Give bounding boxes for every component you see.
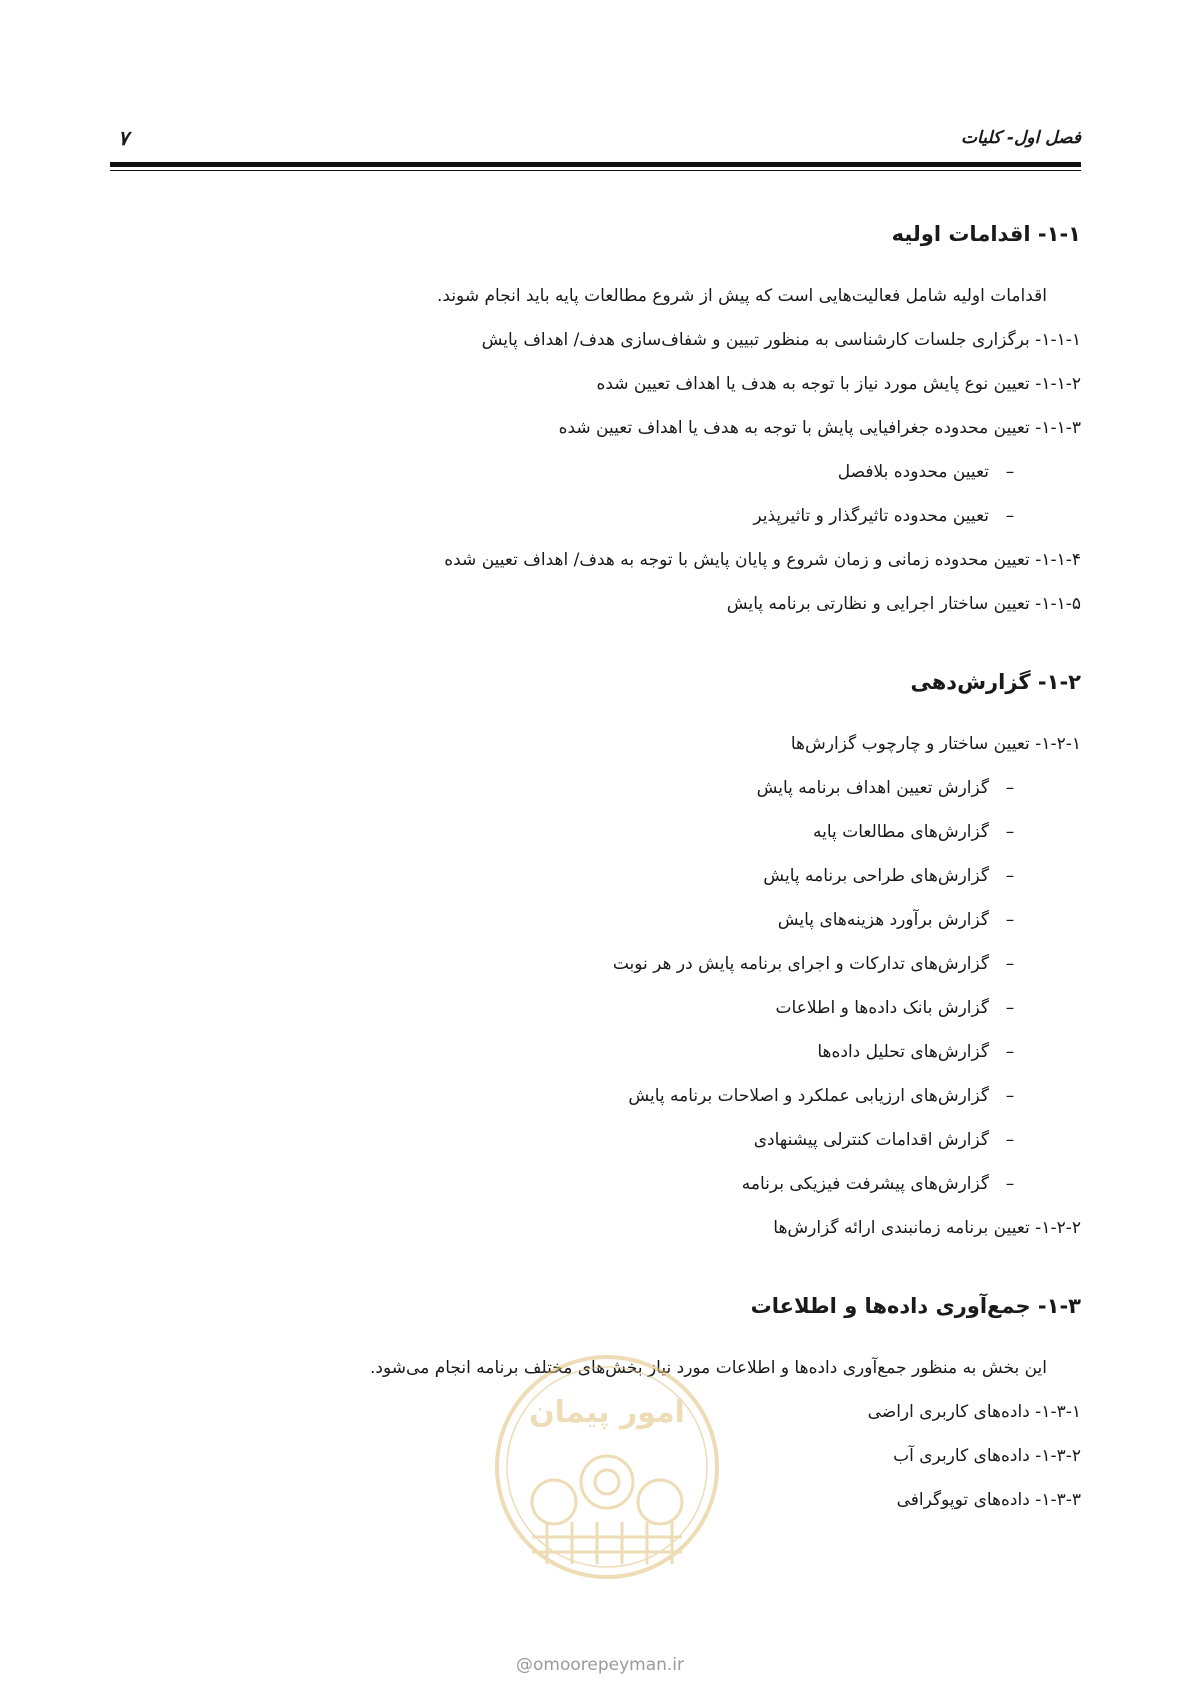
list-item: ۱-۳-۳- داده‌های توپوگرافی <box>896 1490 1081 1510</box>
bullet-text: گزارش‌های طراحی برنامه پایش <box>763 866 989 886</box>
bullet-item <box>110 494 1081 538</box>
bullet-dash: – <box>1005 998 1015 1018</box>
page-number: ۷ <box>118 126 129 150</box>
list-item: ۱-۲-۲- تعیین برنامه زمانبندی ارائه گزارش‌ها <box>773 1218 1081 1238</box>
bullet-text: تعیین محدوده بلافصل <box>837 462 989 482</box>
bullet-dash: – <box>1005 866 1015 886</box>
bullet-item <box>110 810 1081 854</box>
bullet-dash: – <box>1005 822 1015 842</box>
bullet-text: گزارش‌های پیشرفت فیزیکی برنامه <box>741 1174 989 1194</box>
section-intro: این بخش به منظور جمع‌آوری داده‌ها و اطلاعات مورد نیاز بخش‌های مختلف برنامه انجام می‌شود. <box>370 1358 1047 1378</box>
bullet-item <box>110 1030 1081 1074</box>
list-item: ۱-۱-۲- تعیین نوع پایش مورد نیاز با توجه به هدف یا اهداف تعیین شده <box>596 374 1081 394</box>
bullet-dash: – <box>1005 1130 1015 1150</box>
bullet-dash: – <box>1005 954 1015 974</box>
watermark-seal-logo <box>492 1352 722 1582</box>
section-heading: ۱-۱- اقدامات اولیه <box>891 222 1081 246</box>
chapter-title: فصل اول- کلیات <box>961 128 1081 148</box>
seal-text: امور پیمان <box>529 1395 685 1430</box>
bullet-item <box>110 986 1081 1030</box>
bullet-text: گزارش بانک داده‌ها و اطلاعات <box>775 998 989 1018</box>
list-item: ۱-۳-۲- داده‌های کاربری آب <box>893 1446 1081 1466</box>
bullet-text: تعیین محدوده تاثیرگذار و تاثیرپذیر <box>753 506 989 526</box>
bullet-item <box>110 450 1081 494</box>
bullet-dash: – <box>1005 1042 1015 1062</box>
bullet-item <box>110 898 1081 942</box>
list-item: ۱-۱-۵- تعیین ساختار اجرایی و نظارتی برنامه پایش <box>726 594 1081 614</box>
bullet-item <box>110 766 1081 810</box>
bullet-item <box>110 854 1081 898</box>
bullet-dash: – <box>1005 1174 1015 1194</box>
bullet-item <box>110 1162 1081 1206</box>
watermark-url: @omoorepeyman.ir <box>515 1655 685 1675</box>
bullet-dash: – <box>1005 462 1015 482</box>
list-item: ۱-۱-۱- برگزاری جلسات کارشناسی به منظور تبیین و شفاف‌سازی هدف/ اهداف پایش <box>481 330 1081 350</box>
bullet-text: گزارش‌های مطالعات پایه <box>813 822 989 842</box>
bullet-text: گزارش برآورد هزینه‌های پایش <box>777 910 989 930</box>
section-intro: اقدامات اولیه شامل فعالیت‌هایی است که پیش از شروع مطالعات پایه باید انجام شوند. <box>437 286 1047 306</box>
bullet-dash: – <box>1005 1086 1015 1106</box>
bullet-dash: – <box>1005 506 1015 526</box>
list-item: ۱-۱-۴- تعیین محدوده زمانی و زمان شروع و پایان پایش با توجه به هدف/ اهداف تعیین شده <box>444 550 1081 570</box>
bullet-text: گزارش تعیین اهداف برنامه پایش <box>756 778 989 798</box>
bullet-dash: – <box>1005 778 1015 798</box>
page-header <box>110 128 1081 158</box>
bullet-text: گزارش اقدامات کنترلی پیشنهادی <box>753 1130 989 1150</box>
bullet-dash: – <box>1005 910 1015 930</box>
bullet-text: گزارش‌های ارزیابی عملکرد و اصلاحات برنامه پایش <box>628 1086 989 1106</box>
bullet-text: گزارش‌های تدارکات و اجرای برنامه پایش در هر نوبت <box>612 954 989 974</box>
bullet-item <box>110 942 1081 986</box>
bullet-item <box>110 1118 1081 1162</box>
section-heading: ۱-۳- جمع‌آوری داده‌ها و اطلاعات <box>750 1294 1081 1318</box>
bullet-item <box>110 1074 1081 1118</box>
list-item: ۱-۳-۱- داده‌های کاربری اراضی <box>867 1402 1081 1422</box>
bullet-text: گزارش‌های تحلیل داده‌ها <box>817 1042 989 1062</box>
page-content <box>110 190 1081 1522</box>
list-item: ۱-۱-۳- تعیین محدوده جغرافیایی پایش با توجه به هدف یا اهداف تعیین شده <box>558 418 1081 438</box>
header-rule-thick <box>110 162 1081 167</box>
list-item: ۱-۲-۱- تعیین ساختار و چارچوب گزارش‌ها <box>790 734 1081 754</box>
header-rule-thin <box>110 170 1081 171</box>
section-heading: ۱-۲- گزارش‌دهی <box>910 670 1081 694</box>
